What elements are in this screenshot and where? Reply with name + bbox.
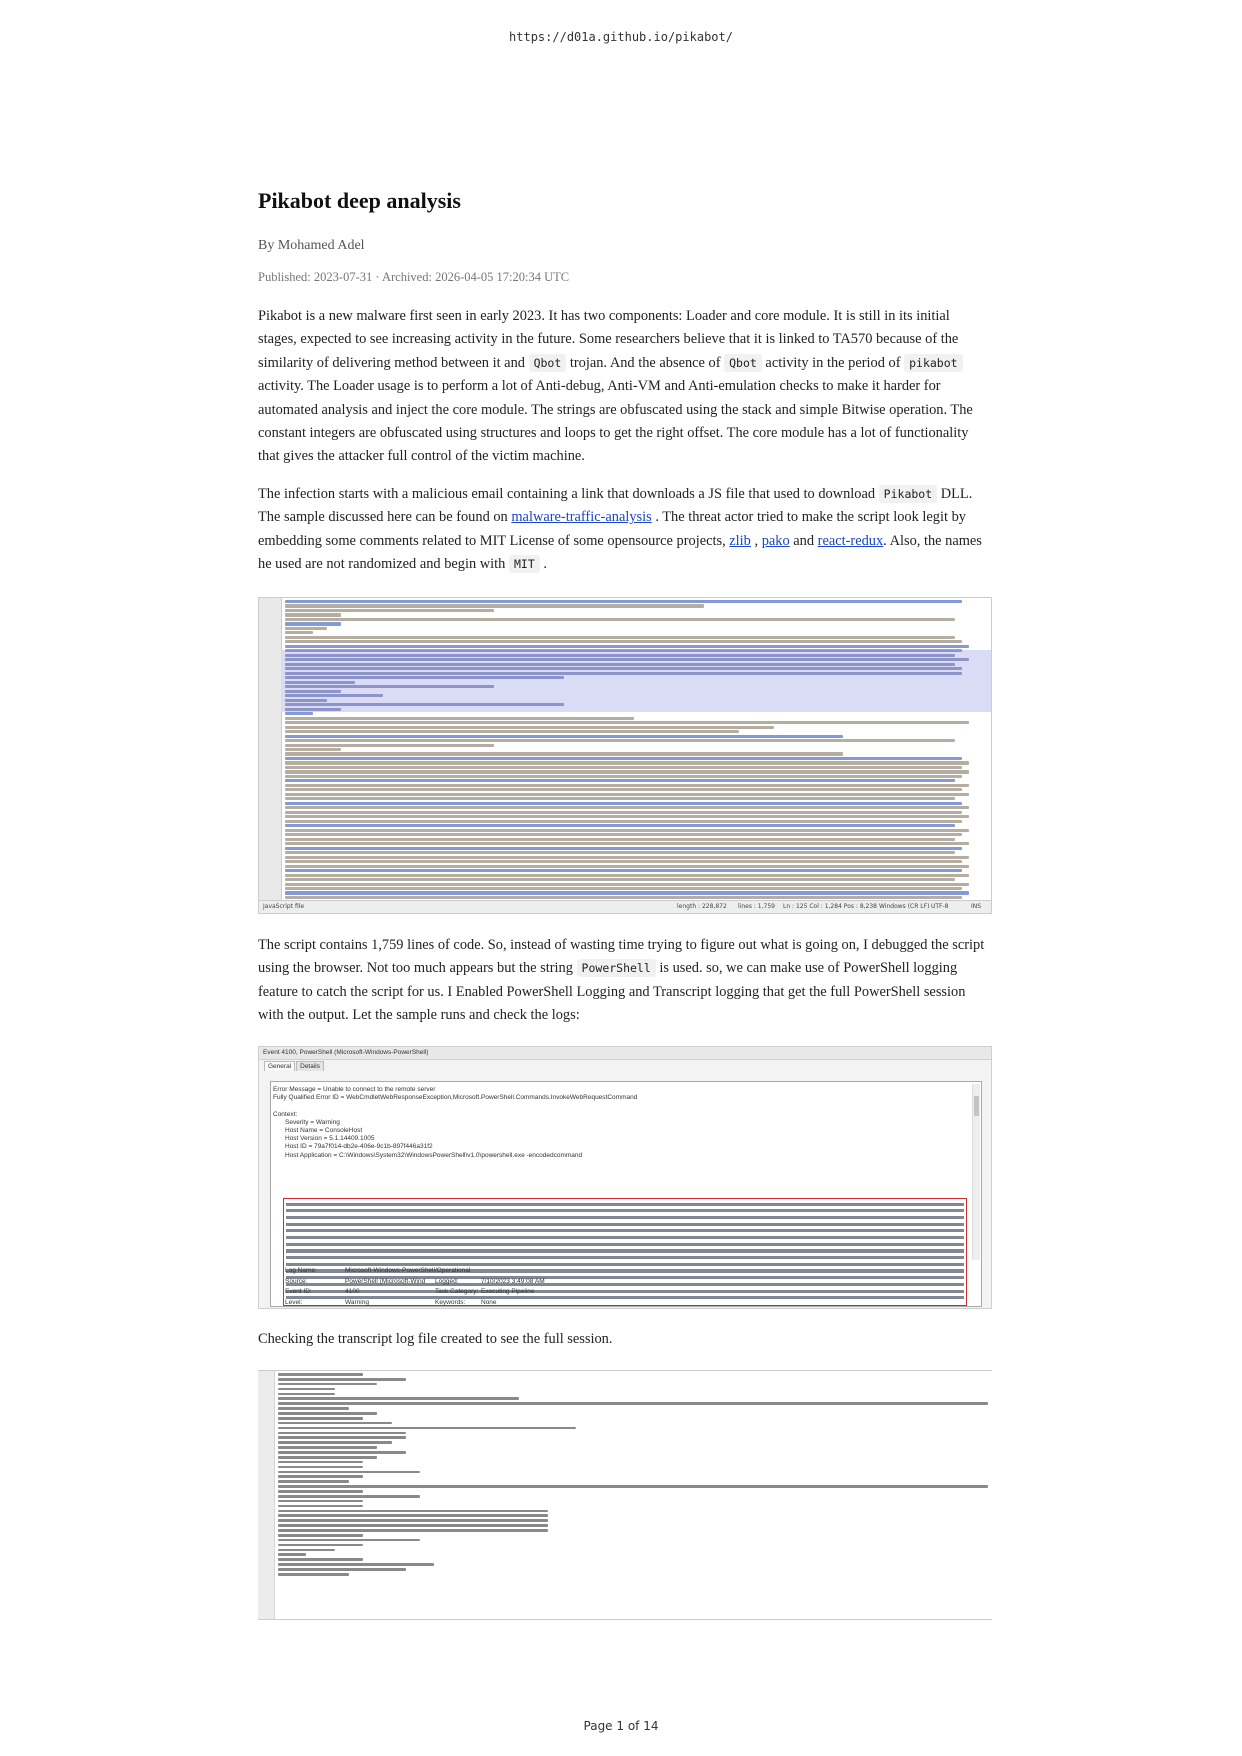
transcript-line (278, 1573, 349, 1576)
link-pako[interactable]: pako (761, 532, 790, 549)
code-line (285, 636, 955, 639)
code-line (285, 802, 962, 805)
code-line (285, 811, 962, 814)
prop-row (285, 1298, 975, 1309)
encoded-command-line (286, 1203, 964, 1206)
code-line (285, 681, 355, 684)
encoded-command-line (286, 1249, 964, 1252)
code-line (285, 891, 969, 894)
status-length: length : 228,872 (677, 903, 727, 910)
link-malware-traffic-analysis[interactable]: malware-traffic-analysis (511, 509, 652, 526)
transcript-line (278, 1534, 363, 1537)
code-line (285, 748, 341, 751)
text: The infection starts with a malicious email containing a link that downloads a JS file that used to download (258, 485, 879, 502)
message-line: Severity = Warning (285, 1118, 340, 1126)
code-line (285, 658, 969, 661)
link-react-redux[interactable]: react-redux (817, 532, 884, 549)
code-line (285, 667, 962, 670)
code-line (285, 739, 955, 742)
prop-value: Microsoft-Windows-PowerShell/Operational (345, 1267, 471, 1274)
encoded-command-line (286, 1223, 964, 1226)
code-line (285, 883, 969, 886)
code-line (285, 676, 564, 679)
transcript-line (278, 1475, 363, 1478)
editor-status-bar (259, 900, 991, 913)
transcript-line (278, 1422, 392, 1425)
code-line (285, 752, 843, 755)
code-line (285, 721, 969, 724)
prop-row (285, 1266, 975, 1277)
transcript-line (278, 1466, 363, 1469)
text: The script contains 1,759 lines of code. So, instead of wasting time trying to figure out what is going on, I debugged the script using the browser. Not too much appears but the string (258, 937, 985, 977)
inline-code-powershell: PowerShell (577, 959, 656, 977)
prop-row (285, 1287, 975, 1298)
code-line (285, 627, 327, 630)
code-line (285, 806, 969, 809)
inline-code-qbot: Qbot (529, 354, 567, 372)
code-line (285, 766, 962, 769)
transcript-line (278, 1436, 406, 1439)
code-line (285, 645, 969, 648)
page-url: https://d01a.github.io/pikabot/ (509, 30, 733, 44)
code-line (285, 649, 962, 652)
code-line (285, 820, 962, 823)
transcript-line (278, 1505, 363, 1508)
code-line (285, 797, 955, 800)
code-line (285, 735, 843, 738)
prop-value: 7/10/2023 3:49:08 AM (481, 1277, 545, 1285)
transcript-lines (278, 1373, 988, 1578)
code-line (285, 833, 962, 836)
code-line (285, 654, 955, 657)
text: activity in the period of (761, 354, 905, 371)
transcript-line (278, 1471, 420, 1474)
transcript-line (278, 1441, 392, 1444)
code-line (285, 815, 969, 818)
editor-screenshot (258, 597, 992, 914)
code-line (285, 726, 774, 729)
transcript-line (278, 1461, 363, 1464)
transcript-line (278, 1407, 349, 1410)
message-line: Host Application = C:\Windows\System32\WindowsPowerShell\v1.0\powershell.exe -encodedcommand (285, 1151, 583, 1159)
transcript-line (278, 1549, 335, 1552)
transcript-line (278, 1446, 377, 1449)
code-line (285, 609, 494, 612)
message-line: Error Message = Unable to connect to the remote server (273, 1086, 436, 1093)
code-line (285, 838, 955, 841)
code-line (285, 618, 955, 621)
code-line (285, 622, 341, 625)
code-line (285, 842, 969, 845)
event-properties (285, 1266, 975, 1308)
code-line (285, 775, 962, 778)
publish-meta: Published: 2023-07-31 · Archived: 2026-04-05 17:20:34 UTC (258, 270, 570, 284)
prop-key: Source: (285, 1277, 308, 1285)
code-line (285, 640, 962, 643)
code-line (285, 717, 634, 720)
prop-value: Warning (345, 1298, 369, 1306)
line-number-gutter (259, 598, 282, 902)
code-line (285, 708, 341, 711)
transcript-line (278, 1388, 335, 1391)
code-line (285, 869, 962, 872)
code-line (285, 730, 739, 733)
transcript-screenshot (258, 1370, 992, 1620)
prop-row (285, 1277, 975, 1288)
encoded-command-line (286, 1229, 964, 1232)
transcript-line (278, 1529, 548, 1532)
code-line (285, 685, 494, 688)
code-line (285, 887, 962, 890)
status-encoding: UTF-8 (931, 903, 949, 910)
event-title-bar: Event 4100, PowerShell (Microsoft-Windows-PowerShell) (259, 1047, 991, 1060)
code-line (285, 824, 955, 827)
code-line (285, 744, 494, 747)
code-line (285, 699, 327, 702)
code-line (285, 712, 313, 715)
prop-value: PowerShell (Microsoft-Wind (345, 1277, 426, 1285)
encoded-command-line (286, 1243, 964, 1246)
transcript-line (278, 1427, 576, 1430)
event-general-panel (270, 1081, 982, 1307)
prop-key: Log Name: (285, 1267, 317, 1274)
message-line: Fully Qualified Error ID = WebCmdletWebResponseException,Microsoft.PowerShell.Commands.InvokeWebRequestCommand (273, 1094, 638, 1102)
encoded-command-line (286, 1236, 964, 1239)
code-line (285, 865, 969, 868)
inline-code-qbot-2: Qbot (724, 354, 762, 372)
text: . (539, 556, 547, 573)
tab-details[interactable]: Details (296, 1061, 324, 1071)
transcript-line (278, 1397, 519, 1400)
code-line (285, 793, 969, 796)
code-line (285, 874, 969, 877)
transcript-line (278, 1373, 363, 1376)
message-line: Host Version = 5.1.14409.1005 (285, 1135, 375, 1143)
code-line (285, 779, 955, 782)
prop-value: None (481, 1298, 497, 1306)
message-line: Context: (273, 1110, 298, 1118)
status-position: Ln : 125 Col : 1,284 Pos : 8,238 (783, 903, 878, 910)
link-zlib[interactable]: zlib (729, 532, 751, 549)
transcript-line (278, 1568, 406, 1571)
article-continued (258, 934, 992, 1042)
code-lines (285, 600, 983, 900)
prop-key: Level: (285, 1298, 303, 1306)
status-mode: INS (971, 903, 982, 910)
scrollbar-thumb[interactable] (974, 1096, 979, 1116)
code-line (285, 757, 962, 760)
text: . The threat actor tried to make the script look legit by embedding some comments related to MIT License of some opensource projects, (258, 509, 966, 549)
message-line: Host ID = 79a7f014-db2e-406e-9c1b-897f446a31f2 (285, 1143, 433, 1151)
text: Pikabot is a new malware first seen in early 2023. It has two components: Loader and core module. It is still in its initial stages, expected to see increasing activity in the future. Some researchers believe that it is linked to TA570 because of the similarity of delivering method between it and (258, 308, 959, 371)
code-line (285, 613, 341, 616)
transcript-line (278, 1451, 406, 1454)
code-line (285, 847, 962, 850)
message-line (273, 1102, 979, 1110)
event-tabs (264, 1061, 325, 1071)
transcript-line (278, 1524, 548, 1527)
code-line (285, 788, 962, 791)
code-line (285, 663, 955, 666)
prop-key: Keywords: (435, 1298, 466, 1306)
paragraph-infection (258, 483, 992, 577)
code-line (285, 604, 704, 607)
transcript-line (278, 1510, 548, 1513)
code-line (285, 784, 969, 787)
transcript-line (278, 1563, 434, 1566)
code-line (285, 690, 341, 693)
text: trojan. And the absence of (566, 354, 725, 371)
code-line (285, 896, 962, 899)
event-viewer-screenshot (258, 1046, 992, 1309)
text: , (750, 532, 762, 549)
inline-code-mit: MIT (509, 555, 540, 573)
paragraph-intro (258, 305, 992, 469)
transcript-line (278, 1480, 349, 1483)
encoded-command-line (286, 1209, 964, 1212)
inline-code-pikabot: pikabot (904, 354, 962, 372)
code-line (285, 851, 955, 854)
code-line (285, 829, 969, 832)
transcript-line (278, 1519, 548, 1522)
transcript-line (278, 1558, 363, 1561)
article (258, 188, 992, 590)
transcript-line (278, 1383, 377, 1386)
transcript-line (278, 1432, 406, 1435)
transcript-line (278, 1456, 377, 1459)
code-line (285, 703, 564, 706)
status-filetype: JavaScript file (263, 903, 305, 910)
text: and (789, 532, 818, 549)
paragraph-transcript: Checking the transcript log file created to see the full session. (258, 1331, 613, 1347)
transcript-line (278, 1378, 406, 1381)
transcript-line (278, 1495, 420, 1498)
prop-key: Logged: (435, 1277, 459, 1285)
byline: By Mohamed Adel (258, 238, 365, 253)
line-number-gutter (258, 1371, 275, 1619)
text: . Also, the names he used are not randomized and begin with (258, 532, 982, 573)
code-line (285, 631, 313, 634)
page-number: Page 1 of 14 (583, 1719, 659, 1733)
transcript-line (278, 1544, 363, 1547)
transcript-line (278, 1500, 363, 1503)
transcript-line (278, 1412, 377, 1415)
transcript-line (278, 1485, 988, 1488)
transcript-line (278, 1393, 335, 1396)
inline-code-pikabot-dll: Pikabot (879, 485, 937, 503)
code-line (285, 761, 969, 764)
code-line (285, 860, 962, 863)
prop-value: Executing Pipeline (481, 1288, 535, 1295)
tab-general[interactable]: General (264, 1061, 295, 1071)
prop-value: 4100 (345, 1288, 360, 1295)
transcript-line (278, 1402, 988, 1405)
code-line (285, 878, 955, 881)
text: DLL. The sample discussed here can be found on (258, 485, 973, 526)
transcript-line (278, 1539, 420, 1542)
transcript-line (278, 1490, 363, 1493)
transcript-line (278, 1417, 363, 1420)
paragraph-debugging (258, 934, 992, 1028)
code-line (285, 600, 962, 603)
code-line (285, 770, 969, 773)
transcript-line (278, 1514, 548, 1517)
transcript-line (278, 1553, 306, 1556)
text: is used. so, we can make use of PowerShell logging feature to catch the script for us. I Enabled PowerShell Logging and Transcript logging that get the full PowerShell session with the output. Let the sample runs and check the logs: (258, 960, 966, 1024)
status-eol: Windows (CR LF) (879, 903, 930, 910)
article-transcript-intro (258, 1328, 992, 1365)
prop-key: Task Category: (435, 1288, 479, 1295)
encoded-command-line (286, 1256, 964, 1259)
encoded-command-line (286, 1216, 964, 1219)
code-line (285, 672, 962, 675)
prop-key: Event ID: (285, 1288, 312, 1295)
message-line: Host Name = ConsoleHost (285, 1127, 363, 1135)
message-scrollbar[interactable] (972, 1084, 980, 1260)
status-lines: lines : 1,759 (738, 903, 775, 910)
article-title: Pikabot deep analysis (258, 188, 461, 213)
text: activity. The Loader usage is to perform a lot of Anti-debug, Anti-VM and Anti-emulation checks to make it harder for automated analysis and inject the core module. The strings are obfuscated using the stack and simple Bitwise operation. The constant integers are obfuscated using structures and loops to get the right offset. The core module has a lot of functionality that gives the attacker full control of the victim machine. (258, 378, 973, 465)
code-line (285, 856, 969, 859)
code-line (285, 694, 383, 697)
